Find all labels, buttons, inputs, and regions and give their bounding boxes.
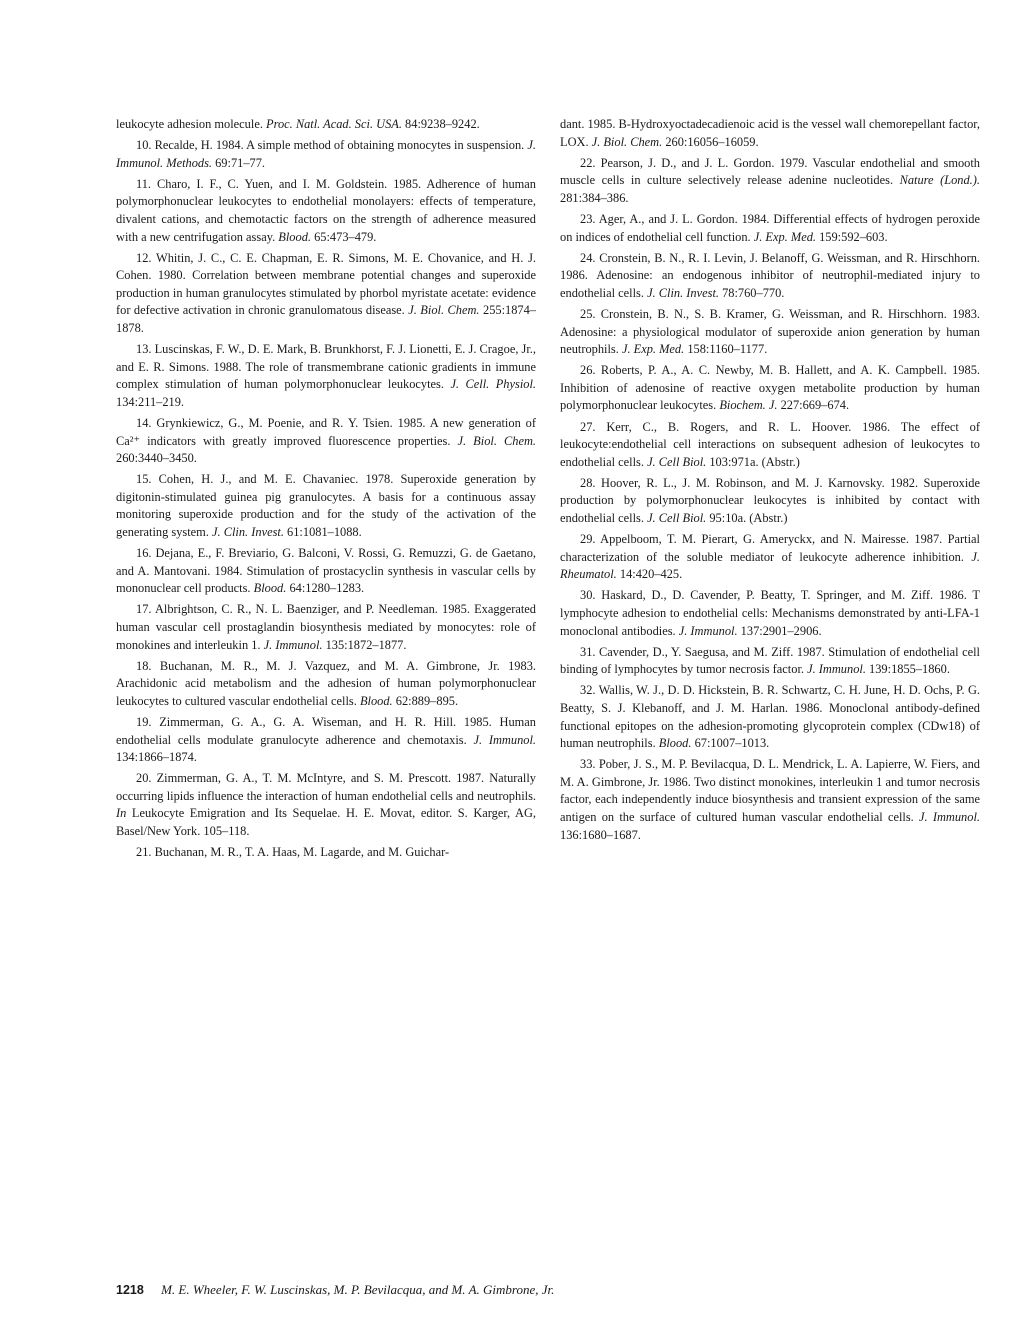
reference-text: 31. Cavender, D., Y. Saegusa, and M. Ziff. 1987. Stimulation of endothelial cell binding of lymphocytes by tumor necrosis factor. — [560, 644, 980, 677]
reference-text: 32. Wallis, W. J., D. D. Hickstein, B. R. Schwartz, C. H. June, H. D. Ochs, P. G. Beatty, S. J. Klebanoff, and J. M. Harlan. 1986. Monoclonal antibody-defined functional epitopes on the adhesion-promoting glycoprotein complex (CDw18) of human neutrophils. — [560, 683, 980, 751]
reference-continuation — [560, 116, 980, 151]
reference-text: 22. Pearson, J. D., and J. L. Gordon. 1979. Vascular endothelial and smooth muscle cells in culture selectively release adenine nucleotides. — [560, 155, 980, 188]
reference-text: dant. 1985. B-Hydroxyoctadecadienoic acid is the vessel wall chemorepellant factor, LOX. — [560, 117, 980, 149]
reference-journal: J. Immunol. — [919, 809, 980, 824]
reference-journal: J. Cell Biol. — [647, 510, 707, 525]
reference-entry — [560, 644, 980, 679]
reference-entry — [560, 211, 980, 246]
reference-text: 12. Whitin, J. C., C. E. Chapman, E. R. Simons, M. E. Chovanice, and H. J. Cohen. 1980. Correlation between membrane potential changes and superoxide production in human granulocytes stimulated by phorbol myristate acetate: evidence for defective activation in chronic granulomatous disease. — [116, 250, 536, 318]
reference-entry — [116, 658, 536, 711]
reference-citation: 67:1007–1013. — [691, 736, 770, 751]
reference-text: 28. Hoover, R. L., J. M. Robinson, and M. J. Karnovsky. 1982. Superoxide production by polymorphonuclear leukocytes is inhibited by contact with endothelial cells. — [560, 475, 980, 525]
reference-journal: J. Clin. Invest. — [647, 285, 719, 300]
reference-citation: 62:889–895. — [392, 693, 459, 708]
reference-entry — [116, 844, 536, 862]
reference-citation: Leukocyte Emigration and Its Sequelae. H. E. Movat, editor. S. Karger, AG, Basel/New York. 105–118. — [116, 806, 536, 839]
reference-text: 18. Buchanan, M. R., M. J. Vazquez, and M. A. Gimbrone, Jr. 1983. Arachidonic acid metabolism and the adhesion of human polymorphonuclear leukocytes to cultured vascular endothelial cells. — [116, 658, 536, 708]
reference-citation: 84:9238–9242. — [401, 117, 480, 131]
reference-entry — [116, 176, 536, 246]
reference-text: 13. Luscinskas, F. W., D. E. Mark, B. Brunkhorst, F. J. Lionetti, E. J. Cragoe, Jr., and E. R. Simons. 1988. The role of transmembrane cationic gradients in immune complex stimulation of human polymorphonuclear leukocytes. — [116, 342, 536, 392]
reference-journal: J. Exp. Med. — [621, 342, 685, 357]
reference-entry — [116, 545, 536, 598]
reference-continuation — [116, 116, 536, 134]
reference-citation: 103:971a. (Abstr.) — [706, 454, 800, 469]
reference-citation: 78:760–770. — [718, 285, 785, 300]
reference-journal: Proc. Natl. Acad. Sci. USA. — [266, 117, 402, 131]
reference-journal: J. Immunol. Methods. — [116, 138, 536, 170]
reference-text: 20. Zimmerman, G. A., T. M. McIntyre, and S. M. Prescott. 1987. Naturally occurring lipids influence the interaction of human endothelial cells and neutrophils. — [116, 771, 536, 803]
reference-entry — [560, 475, 980, 528]
reference-citation: 260:3440–3450. — [116, 451, 197, 466]
reference-text: 10. Recalde, H. 1984. A simple method of obtaining monocytes in suspension. — [136, 138, 528, 153]
reference-text: 23. Ager, A., and J. L. Gordon. 1984. Differential effects of hydrogen peroxide on indices of endothelial cell function. — [560, 211, 980, 244]
reference-journal: J. Clin. Invest. — [212, 525, 284, 540]
reference-journal: J. Biol. Chem. — [457, 433, 536, 448]
reference-entry — [116, 601, 536, 654]
reference-citation: 134:211–219. — [116, 394, 185, 409]
reference-entry — [560, 155, 980, 208]
reference-citation: 260:16056–16059. — [662, 134, 759, 149]
reference-entry — [560, 362, 980, 415]
reference-text: 21. Buchanan, M. R., T. A. Haas, M. Lagarde, and M. Guichar- — [136, 845, 450, 860]
reference-entry — [116, 341, 536, 411]
references-left-column — [116, 116, 536, 865]
reference-text: 29. Appelboom, T. M. Pierart, G. Ameryckx, and N. Mairesse. 1987. Partial characterization of the soluble mediator of leukocyte adherence inhibition. — [560, 532, 980, 564]
reference-citation: 95:10a. (Abstr.) — [706, 510, 788, 525]
reference-citation: 65:473–479. — [311, 229, 377, 244]
reference-text: 17. Albrightson, C. R., N. L. Baenziger, and P. Needleman. 1985. Exaggerated human vascular cell prostaglandin biosynthesis mediated by monocytes: role of monokines and interleukin 1. — [116, 602, 536, 652]
reference-journal: J. Exp. Med. — [753, 229, 816, 244]
reference-journal: J. Biol. Chem. — [408, 303, 480, 318]
reference-entry — [116, 471, 536, 541]
reference-entry — [560, 306, 980, 359]
reference-entry — [560, 682, 980, 752]
reference-entry — [116, 415, 536, 468]
reference-entry — [560, 250, 980, 303]
reference-journal: J. Immunol. — [473, 732, 536, 747]
reference-text: 27. Kerr, C., B. Rogers, and R. L. Hoover. 1986. The effect of leukocyte:endothelial cell interactions on subsequent adhesion of leukocytes to endothelial cells. — [560, 419, 980, 469]
reference-journal: J. Rheumatol. — [560, 549, 980, 582]
reference-text: 11. Charo, I. F., C. Yuen, and I. M. Goldstein. 1985. Adherence of human polymorphonuclear leukocytes to endothelial monolayers: effects of temperature, divalent cations, and chemotactic factors on the strength of adherence measured with a new centrifugation assay. — [116, 176, 536, 244]
reference-journal: J. Cell. Physiol. — [450, 377, 536, 392]
reference-journal: Blood. — [658, 736, 692, 751]
reference-journal: J. Immunol. — [263, 637, 323, 652]
reference-text: 16. Dejana, E., F. Breviario, G. Balconi, V. Rossi, G. Remuzzi, G. de Gaetano, and A. Mantovani. 1984. Stimulation of prostacyclin synthesis in vascular cells by mononuclear cell products. — [116, 546, 536, 596]
reference-journal: Blood. — [278, 229, 311, 244]
reference-text: 30. Haskard, D., D. Cavender, P. Beatty, T. Springer, and M. Ziff. 1986. T lymphocyte adhesion to endothelial cells: Mechanisms demonstrated by anti-LFA-1 monoclonal antibodies. — [560, 588, 980, 638]
reference-text: 24. Cronstein, B. N., R. I. Levin, J. Belanoff, G. Weissman, and R. Hirschhorn. 1986. Adenosine: an endogenous inhibitor of neutrophil-mediated injury to endothelial cells. — [560, 250, 980, 300]
reference-entry — [560, 587, 980, 640]
reference-text: 33. Pober, J. S., M. P. Bevilacqua, D. L. Mendrick, L. A. Lapierre, W. Fiers, and M. A. Gimbrone, Jr. 1986. Two distinct monokines, interleukin 1 and tumor necrosis factor, each independently induce biosynthesis and transient expression of the same antigen on the surface of cultured human vascular endothelial cells. — [560, 757, 980, 824]
reference-citation: 139:1855–1860. — [865, 662, 950, 677]
reference-citation: 158:1160–1177. — [684, 342, 768, 357]
reference-entry — [116, 714, 536, 767]
reference-entry — [560, 419, 980, 472]
reference-text: leukocyte adhesion molecule. — [116, 117, 267, 131]
reference-journal: Biochem. J. — [719, 398, 778, 413]
reference-citation: 137:2901–2906. — [737, 623, 822, 638]
page-footer — [116, 1281, 936, 1299]
reference-journal: J. Immunol. — [807, 662, 866, 677]
reference-citation: 255:1874–1878. — [116, 303, 536, 336]
reference-journal: Nature (Lond.). — [899, 173, 981, 188]
page-number: 1218 — [116, 1283, 144, 1297]
reference-entry — [116, 250, 536, 338]
reference-citation: 61:1081–1088. — [283, 525, 362, 540]
reference-entry — [116, 137, 536, 172]
reference-text: 26. Roberts, P. A., A. C. Newby, M. B. Hallett, and A. K. Campbell. 1985. Inhibition of adenosine of reactive oxygen metabolite production by human polymorphonuclear leukocytes. — [560, 363, 980, 413]
reference-journal: J. Immunol. — [678, 623, 738, 638]
reference-journal: Blood. — [359, 693, 393, 708]
reference-citation: 64:1280–1283. — [286, 581, 365, 596]
running-authors: M. E. Wheeler, F. W. Luscinskas, M. P. Bevilacqua, and M. A. Gimbrone, Jr. — [161, 1282, 555, 1297]
reference-text: 19. Zimmerman, G. A., G. A. Wiseman, and H. R. Hill. 1985. Human endothelial cells modulate granulocyte adherence and chemotaxis. — [116, 715, 536, 747]
reference-text: 15. Cohen, H. J., and M. E. Chavaniec. 1978. Superoxide generation by digitonin-stimulated guinea pig granulocytes. A basis for a continuous assay monitoring superoxide production and for the study of the activation of the generating system. — [116, 472, 536, 540]
references-right-column — [560, 116, 980, 848]
reference-journal: Blood. — [253, 581, 287, 596]
reference-citation: 159:592–603. — [816, 229, 888, 244]
reference-entry — [560, 756, 980, 844]
reference-citation: 14:420–425. — [616, 567, 683, 582]
reference-text: 14. Grynkiewicz, G., M. Poenie, and R. Y. Tsien. 1985. A new generation of Ca²⁺ indicators with greatly improved fluorescence properties. — [116, 416, 536, 448]
reference-journal: J. Biol. Chem. — [591, 134, 663, 149]
reference-citation: 136:1680–1687. — [560, 827, 641, 842]
reference-citation: 69:71–77. — [212, 155, 266, 170]
reference-citation: 135:1872–1877. — [322, 637, 407, 652]
reference-journal: In — [116, 806, 127, 821]
reference-entry — [116, 770, 536, 840]
reference-citation: 281:384–386. — [560, 190, 629, 205]
reference-citation: 227:669–674. — [777, 398, 850, 413]
reference-entry — [560, 531, 980, 584]
reference-citation: 134:1866–1874. — [116, 750, 197, 765]
reference-journal: J. Cell Biol. — [647, 454, 707, 469]
reference-text: 25. Cronstein, B. N., S. B. Kramer, G. Weissman, and R. Hirschhorn. 1983. Adenosine: a physiological modulator of superoxide anion generation by human neutrophils. — [560, 306, 980, 357]
